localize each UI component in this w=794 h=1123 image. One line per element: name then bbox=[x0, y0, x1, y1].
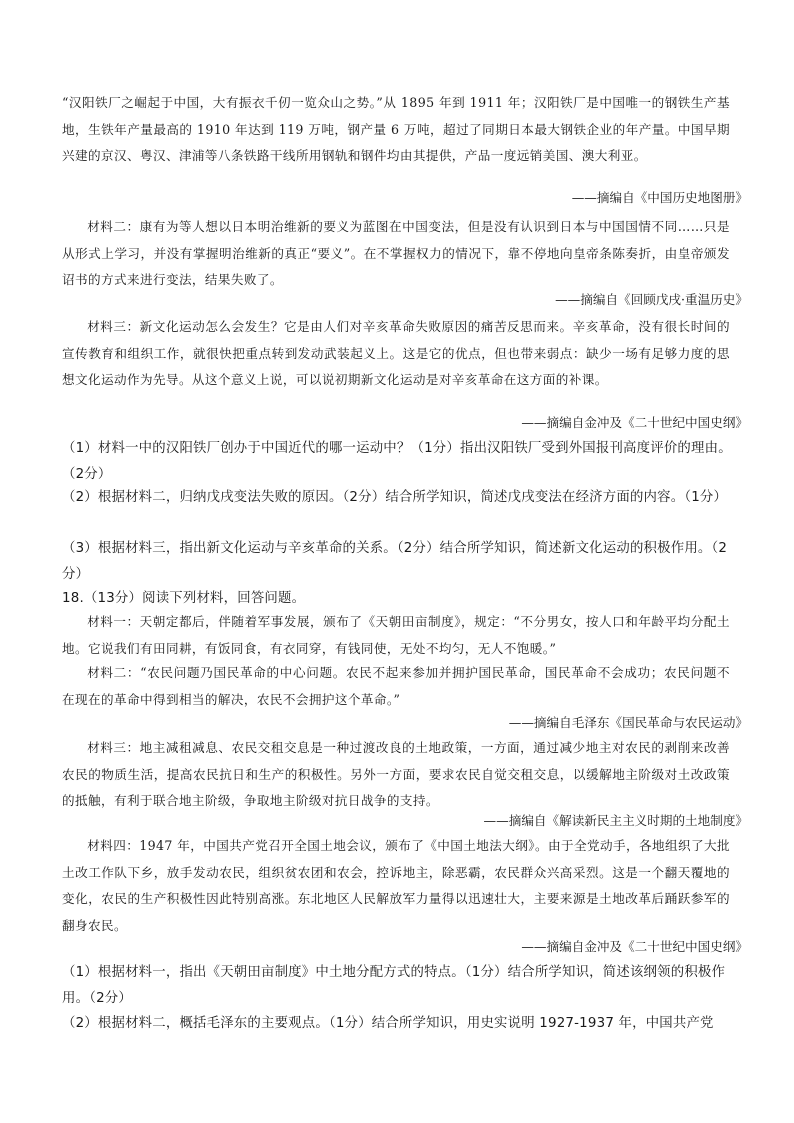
q17-subquestion-2: （2）根据材料二，归纳戊戌变法失败的原因。（2分）结合所学知识，简述戊戌变法在经济方面的内容。（1分） bbox=[62, 490, 728, 505]
q18-material-4: 材料四：1947 年，中国共产党召开全国土地会议，颁布了《中国土地法大纲》。由于全党动手，各地组织了大批土改工作队下乡，放手发动农民，组织贫农团和农会，控诉地主，除恶霸，农民群众兴高采烈。这是一个翻天覆地的变化，农民的生产积极性因此特别高涨。东北地区人民解放军力量得以迅速壮大，主要来源是土地改革后踊跃参军的翻身农民。 bbox=[62, 838, 730, 933]
q17-material-1-source: ——摘编自《中国历史地图册》 bbox=[571, 190, 748, 205]
q17-material-2: 材料二：康有为等人想以日本明治维新的要义为蓝图在中国变法，但是没有认识到日本与中国国情不同……只是从形式上学习，并没有掌握明治维新的真正“要义”。在不掌握权力的情况下，靠不停地向皇帝条陈奏折，由皇帝颁发诏书的方式来进行变法，结果失败了。 bbox=[62, 219, 730, 287]
q17-subquestion-1: （1）材料一中的汉阳铁厂创办于中国近代的哪一运动中？（1分）指出汉阳铁厂受到外国报刊高度评价的理由。（2分） bbox=[62, 441, 732, 482]
q17-material-3-source: ——摘编自金冲及《二十世纪中国史纲》 bbox=[521, 415, 748, 430]
q18-material-2: 材料二：“农民问题乃国民革命的中心问题。农民不起来参加并拥护国民革命，国民革命不会成功；农民问题不在现在的革命中得到相当的解决，农民不会拥护这个革命。” bbox=[62, 665, 730, 707]
q18-material-3-source: ——摘编自《解读新民主主义时期的土地制度》 bbox=[483, 813, 748, 828]
q18-subquestion-2: （2）根据材料二，概括毛泽东的主要观点。（1分）结合所学知识，用史实说明 1927-1937 年，中国共产党 bbox=[62, 1016, 714, 1031]
q17-material-1-tail: “汉阳铁厂之崛起于中国，大有振衣千仞一览众山之势。”从 1895 年到 1911 年；汉阳铁厂是中国唯一的钢铁生产基地，生铁年产量最高的 1910 年达到 119 万吨，钢产量 6 万吨，超过了同期日本最大钢铁企业的年产量。中国早期兴建的京汉、粤汉、津浦等八条铁路干线所用钢轨和钢件均由其提供，产品一度远销美国、澳大利亚。 bbox=[62, 95, 730, 163]
q17-material-3: 材料三：新文化运动怎么会发生？它是由人们对辛亥革命失败原因的痛苦反思而来。辛亥革命，没有很长时间的宣传教育和组织工作，就很快把重点转到发动武装起义上。这是它的优点，但也带来弱点：缺少一场有足够力度的思想文化运动作为先导。从这个意义上说，可以说初期新文化运动是对辛亥革命在这方面的补课。 bbox=[62, 319, 730, 387]
q17-subquestion-3: （3）根据材料三，指出新文化运动与辛亥革命的关系。（2分）结合所学知识，简述新文化运动的积极作用。（2分） bbox=[62, 541, 728, 582]
q18-header: 18.（13分）阅读下列材料，回答问题。 bbox=[62, 591, 306, 606]
q18-material-2-source: ——摘编自毛泽东《国民革命与农民运动》 bbox=[508, 715, 748, 730]
q18-subquestion-1: （1）根据材料一，指出《天朝田亩制度》中土地分配方式的特点。（1分）结合所学知识，简述该纲领的积极作用。（2分） bbox=[62, 965, 726, 1006]
q18-material-1: 材料一：天朝定都后，伴随着军事发展，颁布了《天朝田亩制度》，规定：“不分男女，按人口和年龄平均分配土地。它说我们有田同耕，有饭同食，有衣同穿，有钱同使，无处不均匀，无人不饱暖。” bbox=[62, 614, 730, 656]
q17-material-2-source: ——摘编自《回顾戊戌·重温历史》 bbox=[555, 292, 748, 307]
q18-material-4-source: ——摘编自金冲及《二十世纪中国史纲》 bbox=[521, 939, 748, 954]
q18-material-3: 材料三：地主减租减息、农民交租交息是一种过渡改良的土地政策，一方面，通过减少地主对农民的剥削来改善农民的物质生活，提高农民抗日和生产的积极性。另外一方面，要求农民自觉交租交息，以缓解地主阶级对土改政策的抵触，有利于联合地主阶级，争取地主阶级对抗日战争的支持。 bbox=[62, 740, 730, 808]
